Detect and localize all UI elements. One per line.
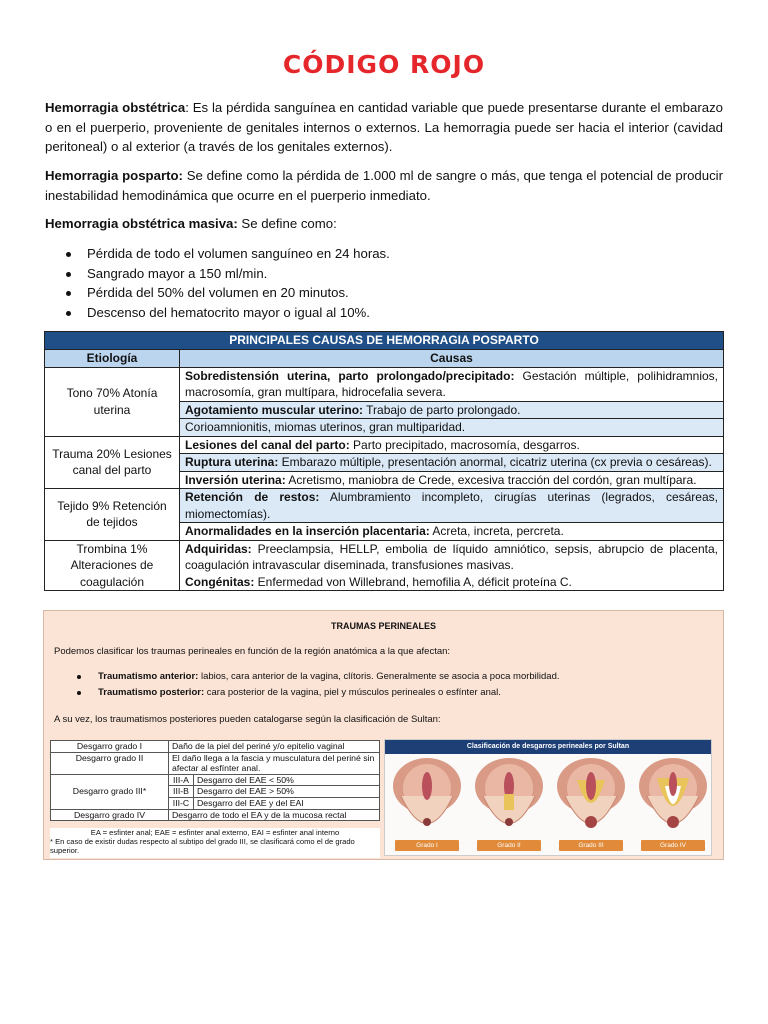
list-item: Sangrado mayor a 150 ml/min. [62, 264, 702, 284]
grade-label: Grado II [477, 840, 541, 851]
etiology-cell: Tejido 9% Retención de tejidos [45, 489, 180, 541]
grade-cell: Desgarro grado IV [51, 809, 169, 821]
item-term: Traumatismo anterior: [98, 671, 199, 682]
perineal-trauma-box [43, 610, 724, 860]
column-header-causas: Causas [180, 350, 724, 368]
cause-cell [180, 419, 724, 437]
perineum-grade-iii-icon [553, 756, 629, 842]
subgrade-cell: III-A [169, 774, 194, 786]
footnote-abbreviations: EA = esfinter anal; EAE = esfinter anal externo, EAI = esfinter anal interno [90, 828, 340, 837]
massive-criteria-list [62, 244, 702, 322]
grade-description: Desgarro de todo el EA y de la mucosa rectal [169, 809, 380, 821]
grade-description: Daño de la piel del periné y/o epitelio vaginal [169, 741, 380, 753]
cause-term: Inversión uterina: [185, 472, 286, 487]
list-item: Pérdida de todo el volumen sanguíneo en 24 horas. [62, 244, 702, 264]
footnote-grade-iii: * En caso de existir dudas respecto al subtipo del grado III, se clasificará como el de grado superior. [50, 837, 355, 856]
cause-cell [180, 471, 724, 489]
grade-i-illustration [389, 756, 465, 855]
etiology-cell: Trombina 1% Alteraciones de coagulación [45, 540, 180, 591]
table-row [45, 367, 724, 401]
cause-term: Retención de restos: [185, 490, 320, 504]
cause-text: Enfermedad von Willebrand, hemofilia A, déficit proteína C. [254, 574, 572, 589]
cause-cell [180, 489, 724, 523]
definition-term: Hemorragia obstétrica masiva: [45, 216, 238, 231]
subgrade-cell: III-B [169, 786, 194, 798]
grade-label: Grado I [395, 840, 459, 851]
grade-description: El daño llega a la fascia y musculatura del periné sin afectar al esfínter anal. [169, 752, 380, 774]
perineum-grade-i-icon [389, 756, 465, 842]
figure-panels [385, 754, 711, 857]
grade-description: Desgarro del EAE < 50% [194, 774, 380, 786]
subgrade-cell: III-C [169, 797, 194, 809]
definition-text: : Es la pérdida sanguínea en cantidad variable que puede presentarse durante el embarazo o en el puerperio, proveniente de genitales internos o externos. La hemorragia puede ser hacia el interior (cavidad peritoneal) o al exterior (a través de los genitales externos). [45, 100, 723, 154]
table-row [45, 540, 724, 591]
definition-term: Hemorragia obstétrica [45, 100, 186, 115]
sultan-illustration [384, 739, 712, 856]
cause-text: Alumbramiento incompleto, cirugías uterinas (legrados, cesáreas, miomectomías). [185, 490, 718, 521]
list-item: Pérdida del 50% del volumen en 20 minutos. [62, 283, 702, 303]
perineal-title: TRAUMAS PERINEALES [330, 621, 436, 631]
etiology-cell: Tono 70% Atonía uterina [45, 367, 180, 436]
column-header-etiologia: Etiología [45, 350, 180, 368]
cause-cell [180, 436, 724, 454]
grade-ii-illustration [471, 756, 547, 855]
list-item [74, 685, 560, 701]
table-row [45, 436, 724, 454]
definition-hemorragia-posparto [45, 166, 723, 205]
grade-label: Grado IV [641, 840, 705, 851]
table-caption: PRINCIPALES CAUSAS DE HEMORRAGIA POSPARTO [45, 332, 724, 350]
perineal-list [74, 669, 560, 701]
table-row [51, 741, 380, 753]
list-item: Descenso del hematocrito mayor o igual al 10%. [62, 303, 702, 323]
grade-description: Desgarro del EAE y del EAI [194, 797, 380, 809]
definition-hemorragia-masiva [45, 214, 723, 234]
cause-term: Congénitas: [185, 574, 255, 589]
grade-cell: Desgarro grado III* [51, 774, 169, 809]
table-row [51, 752, 380, 774]
cause-cell [180, 454, 724, 472]
item-term: Traumatismo posterior: [98, 687, 205, 698]
perineum-grade-iv-icon [635, 756, 711, 842]
cause-term: Anormalidades en la inserción placentaria: [185, 524, 430, 538]
definition-text: Se define como la pérdida de 1.000 ml de sangre o más, que tenga el potencial de producir inestabilidad hemodinámica que ocurre en el puerperio inmediato. [45, 168, 724, 203]
cause-cell [180, 367, 724, 401]
cause-text: Embarazo múltiple, presentación anormal, cicatriz uterina (cx previa o cesáreas). [278, 455, 712, 469]
cause-text: Acreta, increta, percreta. [429, 524, 564, 538]
causes-table [44, 331, 724, 591]
sultan-table [50, 740, 380, 821]
cause-term: Lesiones del canal del parto: [185, 437, 350, 452]
cause-term: Adquiridas: [185, 541, 252, 556]
definition-hemorragia-obstetrica [45, 98, 723, 157]
cause-text: Gestación múltiple, polihidramnios, macrosomía, gran multípara, hidrocefalia severa. [185, 368, 718, 399]
cause-term: Agotamiento muscular uterino: [185, 402, 364, 417]
item-text: cara posterior de la vagina, piel y músculos perineales o esfínter anal. [204, 687, 501, 698]
item-text: labios, cara anterior de la vagina, clítoris. Generalmente se asocia a poca morbilidad. [198, 671, 560, 682]
etiology-cell: Trauma 20% Lesiones canal del parto [45, 436, 180, 489]
definition-text: Se define como: [237, 216, 337, 231]
grade-label: Grado III [559, 840, 623, 851]
cause-cell [180, 540, 724, 591]
list-item [74, 669, 560, 685]
perineal-intro: Podemos clasificar los traumas perineales en función de la región anatómica a la que afectan: [54, 646, 451, 657]
grade-description: Desgarro del EAE > 50% [194, 786, 380, 798]
sultan-intro: A su vez, los traumatismos posteriores pueden catalogarse según la clasificación de Sultan: [54, 714, 441, 725]
sultan-footnote [50, 828, 380, 858]
cause-text: Preeclampsia, HELLP, embolia de líquido amniótico, sepsis, abrupcio de placenta, coagulación intravascular diseminada, transfusiones masivas. [185, 541, 718, 572]
grade-iii-illustration [553, 756, 629, 855]
cause-text: Corioamnionitis, miomas uterinos, gran multiparidad. [185, 420, 466, 434]
cause-text: Parto precipitado, macrosomía, desgarros. [349, 437, 580, 452]
grade-cell: Desgarro grado II [51, 752, 169, 774]
cause-term: Ruptura uterina: [185, 455, 279, 469]
perineum-grade-ii-icon [471, 756, 547, 842]
table-row [45, 489, 724, 523]
cause-text: Trabajo de parto prolongado. [363, 402, 521, 417]
cause-cell [180, 523, 724, 541]
definition-term: Hemorragia posparto: [45, 168, 183, 183]
figure-title: Clasificación de desgarros perineales por Sultan [385, 740, 711, 754]
grade-cell: Desgarro grado I [51, 741, 169, 753]
cause-cell [180, 401, 724, 419]
table-row [51, 774, 380, 786]
cause-text: Acretismo, maniobra de Crede, excesiva tracción del cordón, gran multípara. [285, 472, 697, 487]
page-title: CÓDIGO ROJO [282, 50, 486, 79]
cause-term: Sobredistensión uterina, parto prolongado/precipitado: [185, 368, 515, 383]
grade-iv-illustration [635, 756, 711, 855]
table-row [51, 809, 380, 821]
